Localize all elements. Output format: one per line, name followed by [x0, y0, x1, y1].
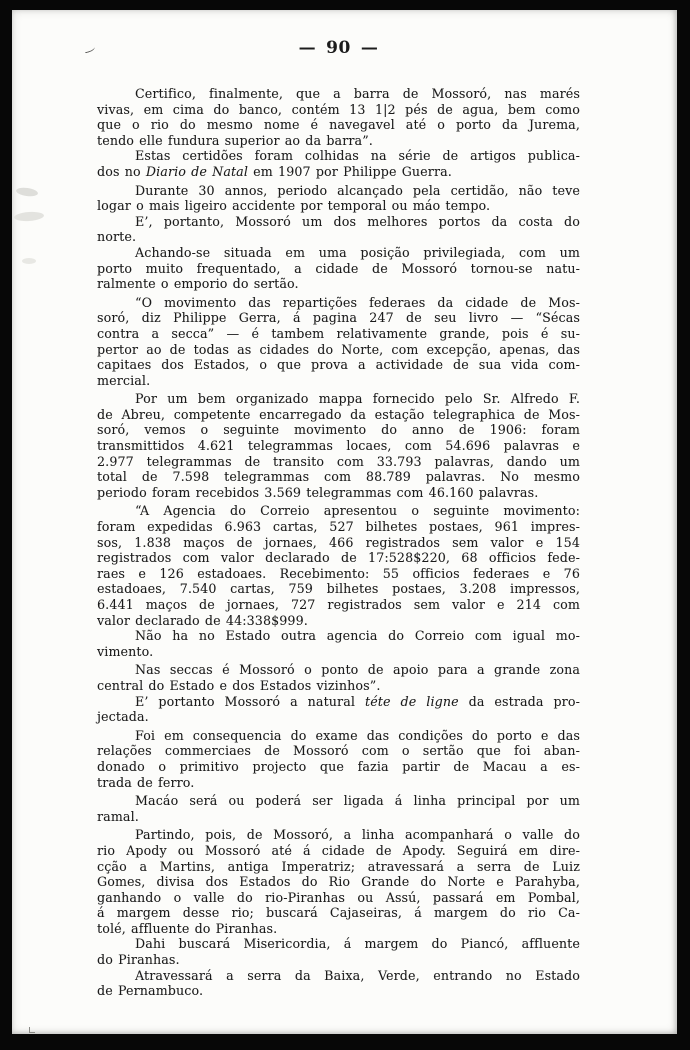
text-line: á margem desse rio; buscará Cajaseiras, á margem do rio Ca- [97, 905, 580, 921]
header-dash-left: — [298, 38, 317, 58]
text-line: pertor ao de todas as cidades do Norte, com excepção, apenas, das [97, 341, 580, 357]
paragraph [97, 694, 580, 725]
text-line: Não ha no Estado outra agencia do Correio com igual mo- [135, 628, 580, 644]
text-line: donado o primitivo projecto que fazia partir de Macau a es- [97, 758, 580, 774]
text-line: raes e 126 estadoaes. Recebimento: 55 officios federaes e 76 [97, 565, 580, 581]
text-line: valor declarado de 44:338$999. [97, 612, 308, 628]
text-line: Atravessará a serra da Baixa, Verde, entrando no Estado [135, 967, 580, 983]
text-line: contra a secca” — é tambem relativamente grande, pois é su- [97, 325, 580, 341]
pen-mark [83, 44, 95, 53]
text-line: registrados com valor declarado de 17:528$220, 68 officios fede- [97, 550, 580, 566]
paragraph [97, 86, 580, 148]
paragraph [97, 827, 580, 936]
text-block [97, 86, 580, 999]
page-header [97, 38, 580, 58]
scan-tick-mark [29, 1027, 35, 1033]
paragraph [97, 148, 580, 179]
text-line: Nas seccas é Mossoró o ponto de apoio para a grande zona [135, 662, 580, 678]
paragraph [97, 793, 580, 824]
text-line: E’, portanto, Mossoró um dos melhores portos da costa do [135, 213, 580, 229]
text-line: “A Agencia do Correio apresentou o seguinte movimento: [135, 503, 580, 519]
text-line: E’ portanto Mossoró a natural téte de ligne da estrada pro- [135, 693, 580, 709]
scanned-page [12, 10, 677, 1034]
paragraph [97, 245, 580, 292]
text-line: Gomes, divisa dos Estados do Rio Grande do Norte e Parahyba, [97, 874, 580, 890]
text-line: cção a Martins, antiga Imperatriz; atravessará a serra de Luiz [97, 858, 580, 874]
text-line: ramal. [97, 808, 139, 824]
text-line: Durante 30 annos, periodo alcançado pela certidão, não teve [135, 182, 580, 198]
text-line: 2.977 telegrammas de transito com 33.793 palavras, dando um [97, 453, 580, 469]
text-line: Por um bem organizado mappa fornecido pelo Sr. Alfredo F. [135, 391, 580, 407]
text-line: Partindo, pois, de Mossoró, a linha acompanhará o valle do [135, 827, 580, 843]
text-line: Macáo será ou poderá ser ligada á linha principal por um [135, 793, 580, 809]
text-line: de Abreu, competente encarregado da estação telegraphica de Mos- [97, 406, 580, 422]
text-line: do Piranhas. [97, 952, 180, 968]
paragraph [97, 936, 580, 967]
text-line: norte. [97, 229, 137, 245]
text-line: rio Apody ou Mossoró até á cidade de Apody. Seguirá em dire- [97, 842, 580, 858]
text-line: tendo elle fundura superior ao da barra”. [97, 132, 373, 148]
text-line: “O movimento das repartições federaes da cidade de Mos- [135, 294, 580, 310]
text-line: dos no Diario de Natal em 1907 por Philippe Guerra. [97, 163, 452, 179]
paragraph [97, 728, 580, 790]
scan-smudge [16, 187, 39, 198]
text-line: vimento. [97, 643, 154, 659]
text-line: periodo foram recebidos 3.569 telegrammas com 46.160 palavras. [97, 484, 539, 500]
text-line: capitaes dos Estados, o que prova a actividade de sua vida com- [97, 357, 580, 373]
text-line: vivas, em cima do banco, contém 13 1|2 pés de agua, bem como [97, 101, 580, 117]
paragraph [97, 183, 580, 214]
paragraph [97, 391, 580, 500]
text-line: ralmente o emporio do sertão. [97, 276, 299, 292]
paragraph [97, 295, 580, 389]
text-line: jectada. [97, 709, 149, 725]
text-line: transmittidos 4.621 telegrammas locaes, com 54.696 palavras e [97, 438, 580, 454]
header-dash-right: — [360, 38, 379, 58]
text-line: Certifico, finalmente, que a barra de Mossoró, nas marés [135, 86, 580, 101]
paragraph [97, 968, 580, 999]
paragraph [97, 628, 580, 659]
scan-smudge [22, 258, 36, 264]
text-line: total de 7.598 telegrammas com 88.789 palavras. No mesmo [97, 469, 580, 485]
text-line: logar o mais ligeiro accidente por temporal ou máo tempo. [97, 198, 491, 214]
text-line: foram expedidas 6.963 cartas, 527 bilhetes postaes, 961 impres- [97, 519, 580, 535]
text-line: soró, diz Philippe Gerra, á pagina 247 de seu livro — “Sécas [97, 310, 580, 326]
text-line: 6.441 maços de jornaes, 727 registrados sem valor e 214 com [97, 597, 580, 612]
text-line: porto muito frequentado, a cidade de Mossoró tornou-se natu- [97, 260, 580, 276]
paragraph [97, 503, 580, 628]
text-line: tolé, affluente do Piranhas. [97, 920, 278, 936]
text-line: de Pernambuco. [97, 983, 204, 999]
paragraph [97, 662, 580, 693]
page-number: 90 [326, 38, 351, 58]
text-line: ganhando o valle do rio-Piranhas ou Assú, passará em Pombal, [97, 889, 580, 905]
text-line: central do Estado e dos Estados vizinhos”. [97, 677, 381, 693]
text-line: trada de ferro. [97, 774, 195, 790]
text-line: Estas certidões foram colhidas na série de artigos publica- [135, 148, 580, 164]
text-line: mercial. [97, 372, 151, 388]
text-line: estadoaes, 7.540 cartas, 759 bilhetes postaes, 3.208 impressos, [97, 581, 580, 597]
text-line: sos, 1.838 maços de jornaes, 466 registrados sem valor e 154 [97, 534, 580, 550]
text-line: que o rio do mesmo nome é navegavel até o porto da Jurema, [97, 117, 580, 133]
scan-smudge [14, 211, 45, 222]
text-line: relações commerciaes de Mossoró com o sertão que foi aban- [97, 743, 580, 759]
text-line: Achando-se situada em uma posição privilegiada, com um [135, 244, 580, 260]
text-line: Foi em consequencia do exame das condições do porto e das [135, 727, 580, 743]
paragraph [97, 214, 580, 245]
text-line: soró, vemos o seguinte movimento do anno de 1906: foram [97, 422, 580, 438]
text-line: Dahi buscará Misericordia, á margem do Piancó, affluente [135, 936, 580, 952]
